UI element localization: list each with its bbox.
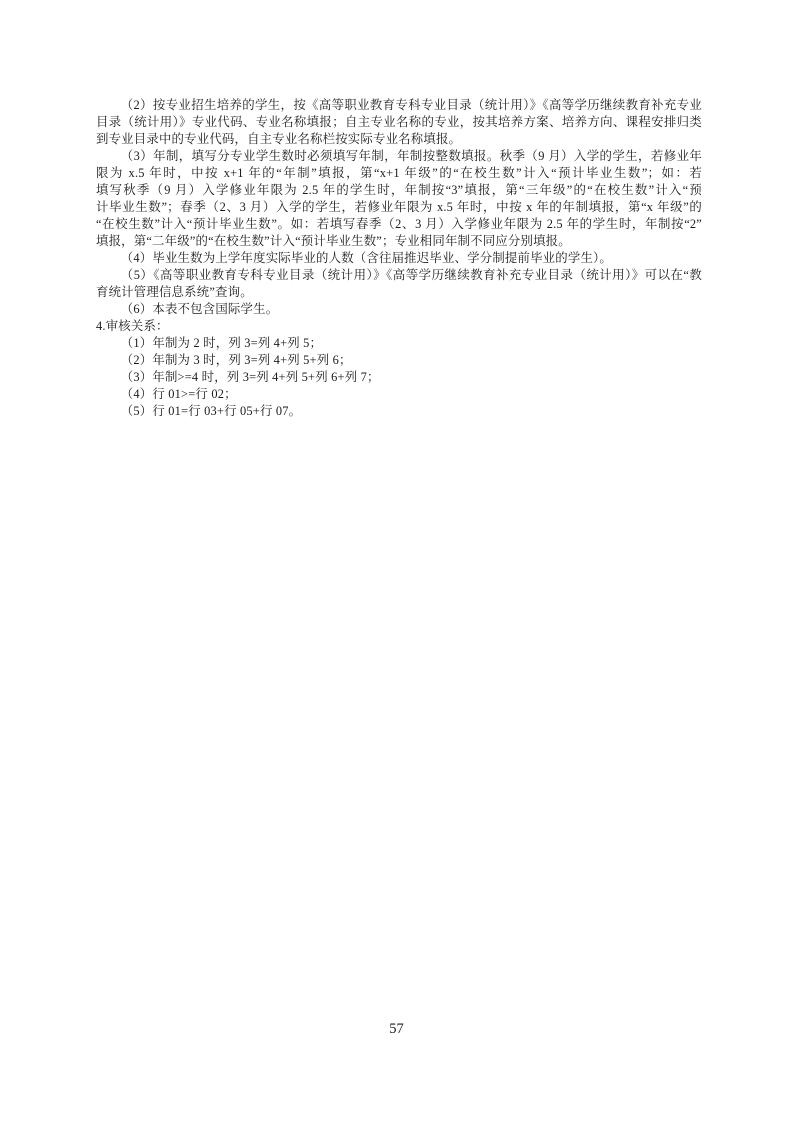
- text-line: “在校生数”计入“预计毕业生数”。如：若填写春季（2、3 月）入学修业年限为 2.5 年的学生时，年制按“2”: [96, 217, 702, 231]
- text-line: （3）年制，填写分专业学生数时必须填写年制，年制按整数填报。秋季（9 月）入学的学生，若修业年: [120, 149, 702, 163]
- text-line: （1）年制为 2 时，列 3=列 4+列 5；: [120, 336, 323, 350]
- document-text-block: [96, 97, 702, 420]
- text-line: 育统计管理信息系统”查询。: [96, 285, 253, 299]
- text-line: 填报，第“二年级”的“在校生数”计入“预计毕业生数”；专业相同年制不同应分别填报。: [96, 234, 571, 248]
- text-line: （2）按专业招生培养的学生，按《高等职业教育专科专业目录（统计用）》《高等学历继续教育补充专业: [120, 98, 702, 112]
- text-line: 填写秋季（9 月）入学修业年限为 2.5 年的学生时，年制按“3”填报，第“三年级”的“在校生数”计入“预: [96, 183, 702, 197]
- text-line: 4.审核关系：: [96, 319, 169, 333]
- text-line: （4）行 01>=行 02；: [120, 387, 237, 401]
- page-number: 57: [389, 1021, 404, 1037]
- text-line: （5）行 01=行 03+行 05+行 07。: [120, 404, 302, 418]
- text-line: （2）年制为 3 时，列 3=列 4+列 5+列 6；: [120, 353, 352, 367]
- text-line: （5）《高等职业教育专科专业目录（统计用）》《高等学历继续教育补充专业目录（统计用）》可以在“教: [120, 268, 702, 282]
- text-line: 计毕业生数”；春季（2、3 月）入学的学生，若修业年限为 x.5 年时，中按 x 年的年制填报，第“x 年级”的: [96, 200, 702, 214]
- text-line: 限为 x.5 年时，中按 x+1 年的“年制”填报，第“x+1 年级”的“在校生数”计入“预计毕业生数”；如：若: [96, 166, 702, 180]
- text-line: （6）本表不包含国际学生。: [120, 302, 279, 316]
- text-line: （4）毕业生数为上学年度实际毕业的人数（含往届推迟毕业、学分制提前毕业的学生）。: [120, 251, 613, 265]
- text-line: 到专业目录中的专业代码，自主专业名称栏按实际专业名称填报。: [96, 132, 462, 146]
- text-line: 目录（统计用）》专业代码、专业名称填报；自主专业名称的专业，按其培养方案、培养方向、课程安排归类: [96, 115, 702, 129]
- text-line: （3）年制>=4 时，列 3=列 4+列 5+列 6+列 7；: [120, 370, 380, 384]
